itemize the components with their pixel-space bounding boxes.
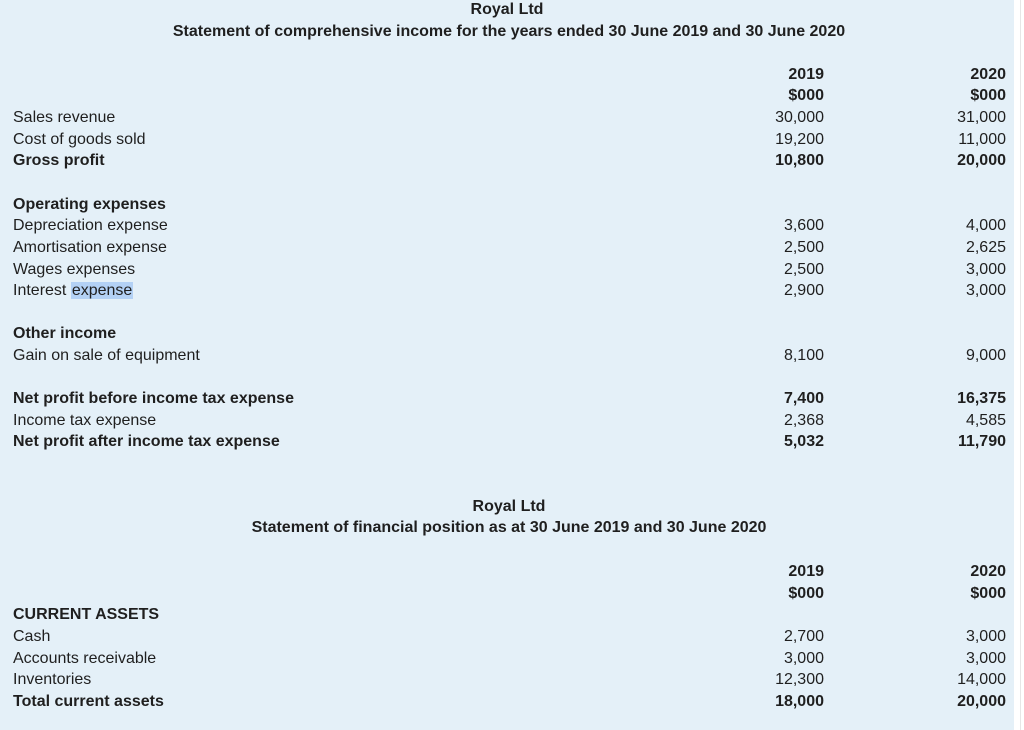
net-profit-after-tax-2020: 11,790	[957, 433, 1006, 450]
gross-profit-2020: 20,000	[957, 152, 1006, 169]
income-col-unit-2019: $000	[788, 87, 824, 104]
income-tax-expense-2020: 4,585	[965, 412, 1006, 429]
position-col-unit-2019: $000	[788, 585, 824, 602]
position-col-year-2019: 2019	[788, 563, 824, 580]
gross-profit-2019: 10,800	[775, 152, 824, 169]
net-profit-before-tax-2020: 16,375	[957, 390, 1006, 407]
cash-label: Cash	[13, 628, 51, 645]
income-statement-company: Royal Ltd	[470, 1, 544, 18]
income-col-unit-2020: $000	[970, 87, 1006, 104]
sales-revenue-2020: 31,000	[957, 109, 1006, 126]
wages-expenses-2020: 3,000	[965, 261, 1006, 278]
income-tax-expense-label: Income tax expense	[13, 412, 157, 429]
cost-of-goods-sold-2020: 11,000	[958, 131, 1006, 148]
sales-revenue-label: Sales revenue	[13, 109, 116, 126]
interest-expense-label-prefix: Interest	[13, 282, 71, 299]
other-income-heading: Other income	[13, 325, 117, 342]
cost-of-goods-sold-label: Cost of goods sold	[13, 131, 146, 148]
accounts-receivable-2019: 3,000	[783, 650, 824, 667]
position-col-unit-2020: $000	[970, 585, 1006, 602]
income-col-year-2019: 2019	[788, 66, 824, 83]
accounts-receivable-2020: 3,000	[965, 650, 1006, 667]
amortisation-expense-label: Amortisation expense	[13, 239, 167, 256]
cash-2019: 2,700	[783, 628, 824, 645]
gain-on-sale-label: Gain on sale of equipment	[13, 347, 200, 364]
sales-revenue-2019: 30,000	[775, 109, 824, 126]
inventories-2020: 14,000	[957, 671, 1006, 688]
wages-expenses-2019: 2,500	[783, 261, 824, 278]
accounts-receivable-label: Accounts receivable	[13, 650, 157, 667]
depreciation-expense-2019: 3,600	[783, 217, 824, 234]
net-profit-after-tax-2019: 5,032	[783, 433, 824, 450]
inventories-label: Inventories	[13, 671, 92, 688]
gain-on-sale-2020: 9,000	[965, 347, 1006, 364]
financial-position-title: Statement of financial position as at 30 June 2019 and 30 June 2020	[251, 519, 767, 536]
total-current-assets-label: Total current assets	[13, 693, 164, 710]
financial-position-company: Royal Ltd	[472, 498, 546, 515]
depreciation-expense-label: Depreciation expense	[13, 217, 168, 234]
operating-expenses-heading: Operating expenses	[13, 196, 166, 213]
wages-expenses-label: Wages expenses	[13, 261, 136, 278]
income-tax-expense-2019: 2,368	[783, 412, 824, 429]
income-col-year-2020: 2020	[970, 66, 1006, 83]
text-selection-highlight[interactable]: expense	[71, 282, 133, 299]
current-assets-heading: CURRENT ASSETS	[13, 606, 160, 623]
gross-profit-label: Gross profit	[13, 152, 105, 169]
net-profit-before-tax-2019: 7,400	[783, 390, 824, 407]
right-margin	[1014, 0, 1024, 730]
interest-expense-2020: 3,000	[965, 282, 1006, 299]
cost-of-goods-sold-2019: 19,200	[775, 131, 824, 148]
depreciation-expense-2020: 4,000	[965, 217, 1006, 234]
cash-2020: 3,000	[965, 628, 1006, 645]
total-current-assets-2020: 20,000	[957, 693, 1006, 710]
amortisation-expense-2020: 2,625	[965, 239, 1006, 256]
interest-expense-2019: 2,900	[783, 282, 824, 299]
interest-expense-label	[13, 281, 133, 301]
inventories-2019: 12,300	[775, 671, 824, 688]
net-profit-before-tax-label: Net profit before income tax expense	[13, 390, 294, 407]
net-profit-after-tax-label: Net profit after income tax expense	[13, 433, 280, 450]
total-current-assets-2019: 18,000	[775, 693, 824, 710]
position-col-year-2020: 2020	[970, 563, 1006, 580]
amortisation-expense-2019: 2,500	[783, 239, 824, 256]
gain-on-sale-2019: 8,100	[783, 347, 824, 364]
income-statement-title: Statement of comprehensive income for the years ended 30 June 2019 and 30 June 2020	[172, 23, 846, 40]
right-margin-divider	[1020, 0, 1021, 730]
